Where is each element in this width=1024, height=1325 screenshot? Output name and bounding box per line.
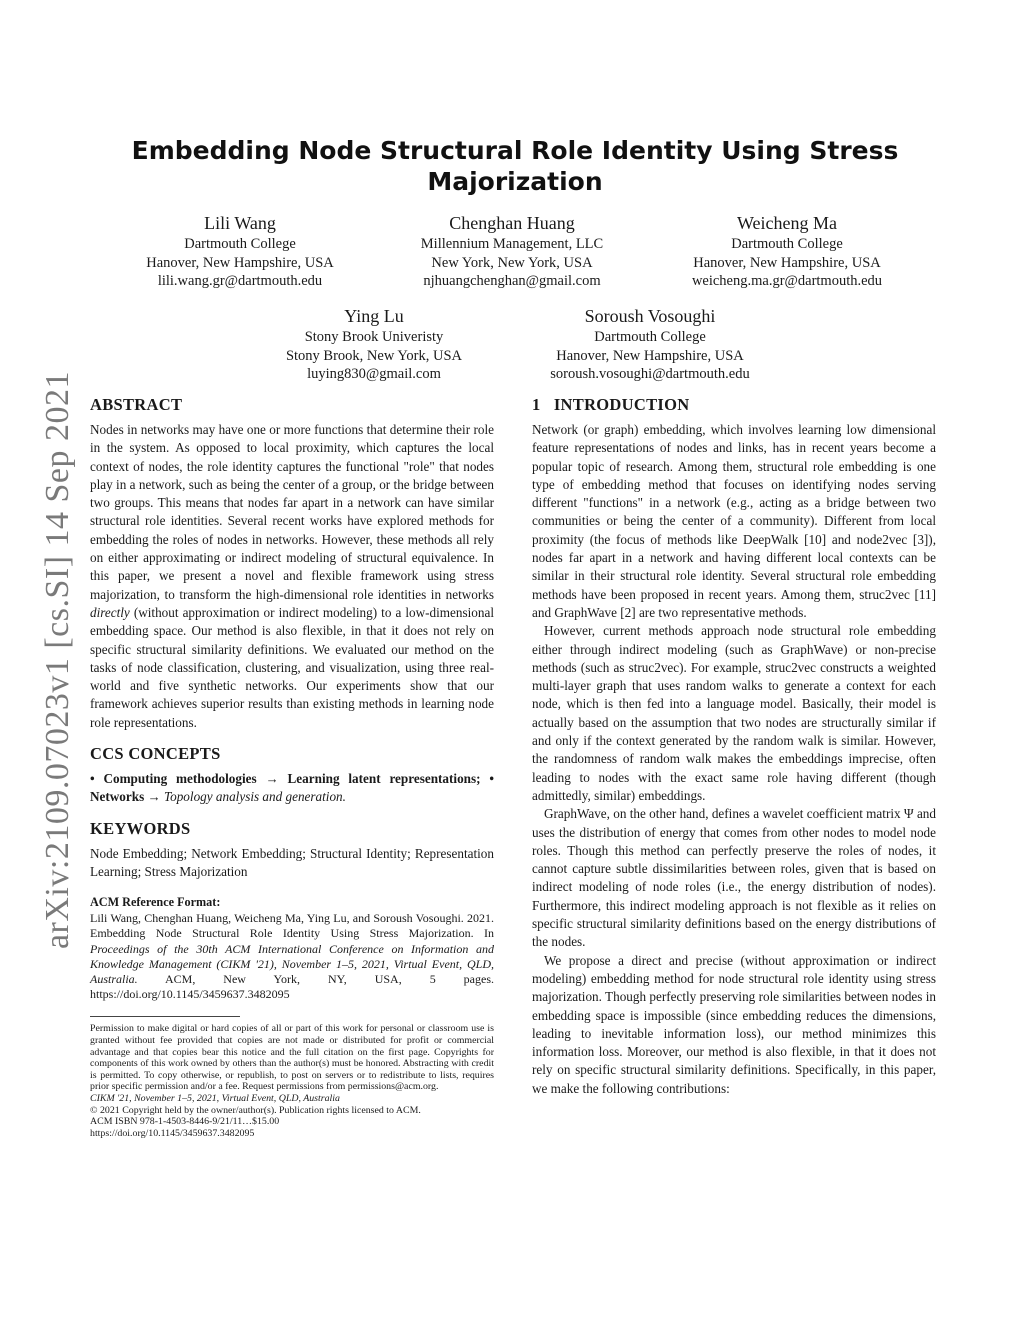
copyright-notice: © 2021 Copyright held by the owner/author(s). Publication rights licensed to ACM.: [90, 1104, 421, 1116]
title-line-2: Majorization: [427, 167, 603, 196]
author-affiliation: Dartmouth College: [184, 236, 296, 252]
author-name: Chenghan Huang: [449, 213, 575, 233]
acm-reference-proceedings: Proceedings of the 30th ACM International Conference on Information and Knowledge Management (CIKM '21), November 1–5, 2021, Virtual Event, QLD, Australia.: [90, 941, 494, 987]
abstract-text: [90, 421, 494, 732]
ccs-heading: CCS CONCEPTS: [90, 744, 221, 764]
author-email[interactable]: luying830@gmail.com: [307, 366, 441, 382]
author-affiliation: Dartmouth College: [731, 236, 843, 252]
keywords-text: Node Embedding; Network Embedding; Structural Identity; Representation Learning; Stress Majorization: [90, 845, 494, 879]
keywords-heading: KEYWORDS: [90, 818, 191, 838]
abstract-text-part: (without approximation or indirect modeling) to a low-dimensional embedding space. Our method is also flexible, in that it does not rely on specific structural similarity definitions. We evaluated our method on the tasks of node classification, clustering, and visualization, using three real-world and five synthetic networks. Our experiments show that our framework achieves superior results than existing methods in learning node role representations.: [90, 604, 494, 730]
acm-reference-part: Lili Wang, Chenghan Huang, Weicheng Ma, Ying Lu, and Soroush Vosoughi. 2021. Embedding Node Structural Role Identity Using Stress Majorization. In: [90, 911, 494, 941]
ccs-concept-italic: Topology analysis and generation.: [164, 789, 346, 805]
intro-paragraph-3: GraphWave, on the other hand, defines a wavelet coefficient matrix Ψ and uses the distribution of energy that comes from other nodes to model node roles. Though this method can perfectly preserve the roles of nodes, it cannot capture subtle dissimilarities between roles, given that is based on indirect modeling of node roles (i.e., the energy distribution of nodes). Furthermore, this indirect modeling approach is not flexible as it relies on specific structural similarity definitions based on the energy distributions of the nodes.: [532, 806, 936, 950]
isbn-line: ACM ISBN 978-1-4503-8446-9/21/11…$15.00: [90, 1116, 280, 1128]
author-name: Weicheng Ma: [736, 213, 837, 233]
arxiv-identifier: arXiv:2109.07023v1 [cs.SI] 14 Sep 2021: [39, 370, 76, 950]
introduction-heading: 1 INTRODUCTION: [532, 395, 690, 414]
acm-reference-heading: ACM Reference Format:: [90, 895, 221, 910]
conference-info: [90, 1093, 494, 1105]
conference-line: CIKM '21, November 1–5, 2021, Virtual Event, QLD, Australia: [90, 1093, 340, 1105]
author-block-3: [676, 212, 898, 291]
author-block-5: [533, 305, 767, 384]
intro-paragraph-1: Network (or graph) embedding, which involves learning low dimensional feature representations of nodes and links, has in recent years become a popular topic of research. Among them, structural role embedding is one type of embedding method that focuses on identifying nodes serving different "functions" in a network (e.g., acting as a bridge between two communities or being the center of a community). Different from local proximity (the focus of methods like DeepWalk [10] and node2vec [3]), nodes far apart in a network and having different local contexts can be similar in their structural role identity. Several structural role embedding methods have been proposed in recent years. Among them, struc2vec [11] and GraphWave [2] are two representative methods.: [532, 422, 936, 620]
author-affiliation: Millennium Management, LLC: [420, 236, 604, 252]
abstract-heading: ABSTRACT: [90, 395, 183, 414]
paper-title: [130, 135, 900, 197]
author-block-4: [274, 305, 474, 384]
acm-reference-text: [90, 911, 494, 1002]
author-location: Hanover, New Hampshire, USA: [556, 347, 744, 364]
ccs-concept-bold: ; • Networks →: [90, 771, 494, 805]
ccs-concepts-text: [90, 770, 494, 807]
author-block-1: [140, 212, 340, 291]
author-location: Hanover, New Hampshire, USA: [146, 254, 334, 271]
abstract-emphasis: directly: [90, 604, 130, 620]
doi-link[interactable]: https://doi.org/10.1145/3459637.3482095: [90, 1127, 255, 1139]
left-column: [90, 395, 494, 1139]
author-location: New York, New York, USA: [431, 254, 593, 271]
title-line-1: Embedding Node Structural Role Identity Using Stress: [131, 136, 899, 165]
author-location: Stony Brook, New York, USA: [285, 347, 463, 364]
author-affiliation: Dartmouth College: [594, 329, 706, 345]
author-name: Lili Wang: [204, 213, 276, 233]
intro-paragraph-2: However, current methods approach node structural role embedding either through indirect modeling (such as GraphWave) or non-precise methods (such as struc2vec). For example, struc2vec constructs a weighted multi-layer graph that uses random walks to generate a context for each node, which is then fed into a language model. Basically, their model is actually based on the assumption that two nodes are structurally similar if and only if the context generated by the random walk is similar. However, the randomness of random walk makes the embeddings imprecise, often leading to nodes with the exact same role having different (though admittedly, similar) embeddings.: [532, 623, 936, 803]
abstract-text-part: Nodes in networks may have one or more functions that determine their role in the system. As opposed to local proximity, which captures the local context of nodes, the role identity captures the functional "role" that nodes play in a network, such as being the center of a group, or the bridge between two groups. This means that nodes far apart in a network can have similar structural role identities. Several recent works have explored methods for embedding the roles of nodes in networks. However, these methods all rely on either approximating or indirect modeling of structural equivalence. In this paper, we present a novel and flexible framework using stress majorization, to transform the high-dimensional role identities in networks: [90, 422, 494, 602]
author-name: Ying Lu: [344, 306, 404, 326]
author-affiliation: Stony Brook Univeristy: [304, 329, 444, 345]
ccs-concept-bold: • Computing methodologies → Learning latent representations: [90, 771, 477, 787]
author-block-2: [402, 212, 622, 291]
author-location: Hanover, New Hampshire, USA: [693, 254, 881, 271]
author-email[interactable]: soroush.vosoughi@dartmouth.edu: [550, 366, 750, 382]
right-column: [532, 395, 936, 1098]
author-name: Soroush Vosoughi: [584, 306, 716, 326]
footnote-divider: [90, 1016, 240, 1017]
author-email[interactable]: weicheng.ma.gr@dartmouth.edu: [691, 273, 883, 289]
intro-paragraph-4: We propose a direct and precise (without approximation or indirect modeling) embedding method for node structural role identity using stress majorization. Though perfectly preserving role similarities between nodes in embedding space is impossible (since embedding reduces the dimensions, leading to inevitable information loss), our method minimizes this information loss. Moreover, our method is also flexible, in that it does not rely on specific structural similarity definitions. Specifically, in this paper, we make the following contributions:: [532, 952, 936, 1096]
author-email[interactable]: njhuangchenghan@gmail.com: [423, 273, 601, 289]
permission-notice: Permission to make digital or hard copies of all or part of this work for personal or classroom use is granted without fee provided that copies are not made or distributed for profit or commercial advantage and that copies bear this notice and the full citation on the first page. Copyrights for components of this work owned by others than the author(s) must be honored. Abstracting with credit is permitted. To copy otherwise, or republish, to post on servers or to redistribute to lists, requires prior specific permission and/or a fee. Request permissions from permissions@acm.org.: [90, 1023, 494, 1093]
acm-reference-part: ACM, New York, NY, USA, 5 pages. https://doi.org/10.1145/3459637.3482095: [90, 972, 494, 1002]
author-email[interactable]: lili.wang.gr@dartmouth.edu: [157, 273, 323, 289]
